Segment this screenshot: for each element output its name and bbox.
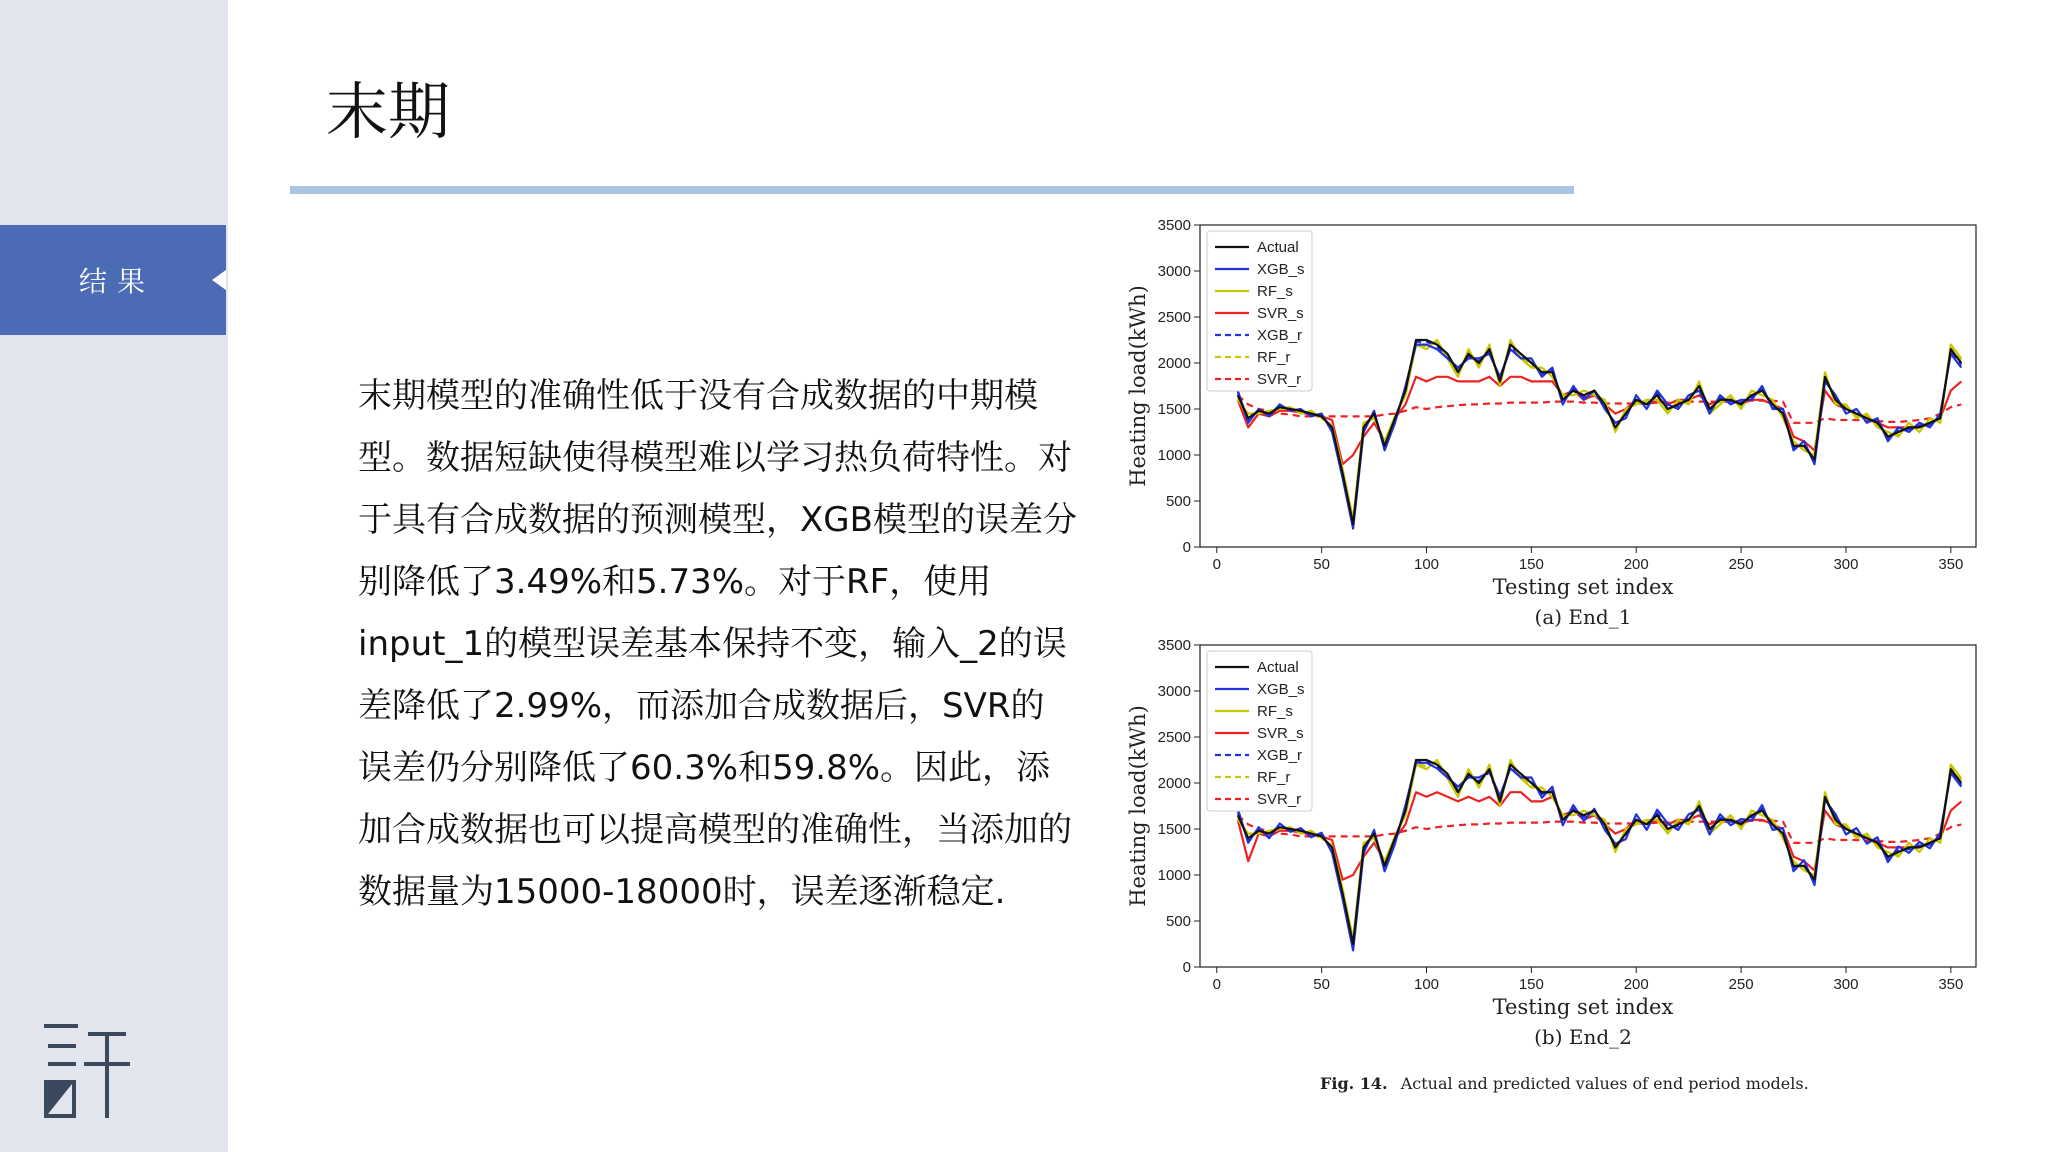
y-tick-label: 3500 (1157, 637, 1191, 654)
title-divider (290, 186, 1574, 194)
x-tick-label: 200 (1623, 556, 1649, 573)
legend-label: Actual (1257, 239, 1299, 256)
logo-icon (40, 1020, 130, 1120)
legend-label: XGB_s (1257, 261, 1305, 278)
nav-item-label: 结果 (78, 265, 155, 298)
x-tick-label: 300 (1833, 556, 1859, 573)
x-tick-label: 250 (1728, 976, 1754, 993)
x-tick-label: 100 (1413, 976, 1440, 993)
y-tick-label: 1000 (1157, 447, 1191, 464)
sidebar (0, 0, 228, 1152)
x-tick-label: 50 (1313, 556, 1330, 573)
x-axis-label: Testing set index (1492, 575, 1674, 599)
y-tick-label: 1500 (1157, 821, 1191, 838)
y-tick-label: 0 (1182, 539, 1191, 556)
chart-subtitle: (b) End_2 (1534, 1025, 1632, 1049)
y-axis-label: Heating load(kWh) (1126, 285, 1150, 487)
y-tick-label: 0 (1182, 959, 1191, 976)
y-tick-label: 500 (1165, 913, 1191, 930)
caption-text: Actual and predicted values of end period models. (1400, 1074, 1809, 1093)
x-tick-label: 300 (1833, 976, 1859, 993)
x-tick-label: 150 (1518, 556, 1544, 573)
x-tick-label: 50 (1313, 976, 1330, 993)
x-tick-label: 0 (1212, 556, 1221, 573)
y-tick-label: 1000 (1157, 867, 1191, 884)
legend-label: RF_r (1257, 769, 1291, 786)
nav-item-results[interactable] (0, 225, 226, 335)
legend-label: SVR_s (1257, 305, 1304, 322)
legend-label: SVR_r (1257, 791, 1302, 808)
chart-subtitle: (a) End_1 (1534, 605, 1632, 629)
legend-label: RF_s (1257, 703, 1293, 720)
figure (1120, 215, 2000, 1105)
x-tick-label: 150 (1518, 976, 1544, 993)
legend-label: XGB_s (1257, 681, 1305, 698)
y-tick-label: 2500 (1157, 729, 1191, 746)
y-tick-label: 3000 (1157, 683, 1191, 700)
figure-caption (1320, 1074, 1809, 1093)
legend-label: RF_s (1257, 283, 1293, 300)
y-tick-label: 500 (1165, 493, 1191, 510)
x-tick-label: 350 (1938, 976, 1964, 993)
y-tick-label: 3000 (1157, 263, 1191, 280)
active-pointer-icon (212, 270, 226, 290)
legend-label: XGB_r (1257, 327, 1303, 344)
caption-label: Fig. 14. (1320, 1074, 1388, 1093)
legend-label: XGB_r (1257, 747, 1303, 764)
x-tick-label: 0 (1212, 976, 1221, 993)
body-paragraph: 末期模型的准确性低于没有合成数据的中期模型。数据短缺使得模型难以学习热负荷特性。对于具有合成数据的预测模型，XGB模型的误差分别降低了3.49%和5.73%。对于RF，使用input_1的模型误差基本保持不变，输入_2的误差降低了2.99%，而添加合成数据后，SVR的误差仍分别降低了60.3%和59.8%。因此，添加合成数据也可以提高模型的准确性，当添加的数据量为15000-18000时，误差逐渐稳定. (358, 376, 1077, 912)
x-tick-label: 100 (1413, 556, 1440, 573)
plot-frame (1200, 645, 1976, 967)
y-tick-label: 2000 (1157, 355, 1191, 372)
figure-svg (1120, 215, 2000, 1105)
x-tick-label: 350 (1938, 556, 1964, 573)
x-axis-label: Testing set index (1492, 995, 1674, 1019)
legend-label: Actual (1257, 659, 1299, 676)
y-tick-label: 3500 (1157, 217, 1191, 234)
x-tick-label: 200 (1623, 976, 1649, 993)
y-tick-label: 1500 (1157, 401, 1191, 418)
page-title: 末期 (326, 75, 451, 148)
chart-end-1 (1126, 217, 1976, 629)
legend-label: RF_r (1257, 349, 1291, 366)
chart-end-2 (1126, 637, 1976, 1049)
legend-label: SVR_r (1257, 371, 1302, 388)
legend-label: SVR_s (1257, 725, 1304, 742)
y-tick-label: 2000 (1157, 775, 1191, 792)
x-tick-label: 250 (1728, 556, 1754, 573)
plot-frame (1200, 225, 1976, 547)
y-tick-label: 2500 (1157, 309, 1191, 326)
y-axis-label: Heating load(kWh) (1126, 705, 1150, 907)
